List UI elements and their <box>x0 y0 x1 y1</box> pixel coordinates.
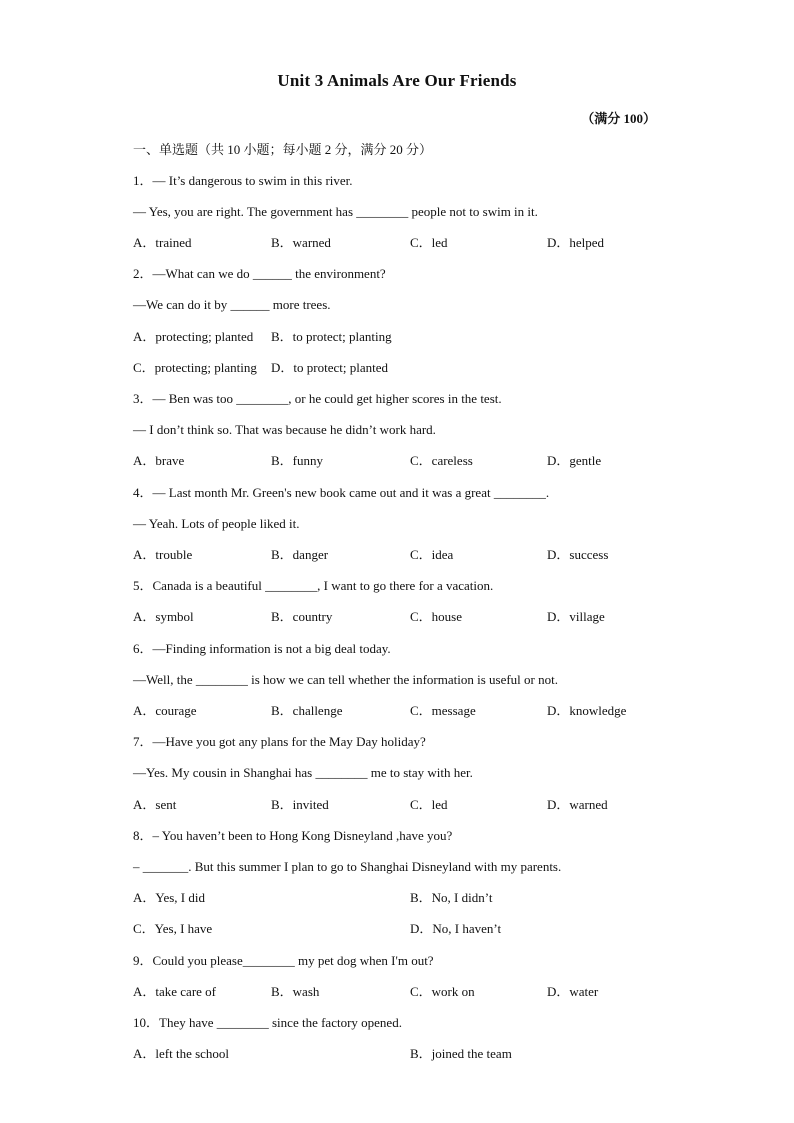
option-c[interactable]: C．message <box>410 703 476 718</box>
page-title: Unit 3 Animals Are Our Friends <box>277 71 517 90</box>
option-b[interactable]: B．danger <box>271 547 329 562</box>
option-a[interactable]: A．left the school <box>133 1046 230 1061</box>
option-c[interactable]: C．house <box>410 609 463 624</box>
question-7-stem: 7．—Have you got any plans for the May Day holiday? <box>133 734 426 749</box>
question-4-stem: 4．— Last month Mr. Green's new book came out and it was a great ________. <box>133 485 550 500</box>
option-d[interactable]: D．village <box>547 609 605 624</box>
option-b[interactable]: B．country <box>271 609 333 624</box>
option-a[interactable]: A．Yes, I did <box>133 890 205 905</box>
question-1-stem: 1．— It’s dangerous to swim in this river. <box>133 173 353 188</box>
option-a[interactable]: A．trained <box>133 235 192 250</box>
option-b[interactable]: B．wash <box>271 984 320 999</box>
option-c[interactable]: C．led <box>410 797 448 812</box>
option-d[interactable]: D．success <box>547 547 609 562</box>
question-1-stem-2: — Yes, you are right. The government has ________ people not to swim in it. <box>133 204 538 219</box>
question-2-stem: 2．—What can we do ______ the environment? <box>133 266 386 281</box>
option-c[interactable]: C．careless <box>410 453 473 468</box>
option-d[interactable]: D．gentle <box>547 453 602 468</box>
option-d[interactable]: D．water <box>547 984 599 999</box>
question-3-stem: 3．— Ben was too ________, or he could get higher scores in the test. <box>133 391 502 406</box>
option-d[interactable]: D．helped <box>547 235 605 250</box>
option-d[interactable]: D．to protect; planted <box>271 360 388 375</box>
option-b[interactable]: B．invited <box>271 797 329 812</box>
option-a[interactable]: A．brave <box>133 453 185 468</box>
option-c[interactable]: C．led <box>410 235 448 250</box>
option-c[interactable]: C．protecting; planting <box>133 360 257 375</box>
question-10-stem: 10．They have ________ since the factory opened. <box>133 1015 402 1030</box>
option-d[interactable]: D．warned <box>547 797 608 812</box>
option-a[interactable]: A．sent <box>133 797 177 812</box>
question-6-stem-2: —Well, the ________ is how we can tell whether the information is useful or not. <box>133 672 558 687</box>
option-b[interactable]: B．to protect; planting <box>271 329 392 344</box>
option-b[interactable]: B．No, I didn’t <box>410 890 493 905</box>
option-b[interactable]: B．challenge <box>271 703 343 718</box>
question-7-stem-2: —Yes. My cousin in Shanghai has ________ me to stay with her. <box>133 765 473 780</box>
question-4-stem-2: — Yeah. Lots of people liked it. <box>133 516 300 531</box>
section-heading: 一、单选题（共 10 小题；每小题 2 分，满分 20 分） <box>133 142 433 157</box>
option-b[interactable]: B．joined the team <box>410 1046 512 1061</box>
question-8-stem: 8．– You haven’t been to Hong Kong Disneyland ,have you? <box>133 828 453 843</box>
question-5-stem: 5．Canada is a beautiful ________, I want to go there for a vacation. <box>133 578 494 593</box>
option-d[interactable]: D．No, I haven’t <box>410 921 502 936</box>
option-b[interactable]: B．funny <box>271 453 324 468</box>
option-a[interactable]: A．symbol <box>133 609 194 624</box>
option-d[interactable]: D．knowledge <box>547 703 627 718</box>
option-a[interactable]: A．trouble <box>133 547 193 562</box>
option-c[interactable]: C．idea <box>410 547 454 562</box>
option-a[interactable]: A．courage <box>133 703 197 718</box>
option-c[interactable]: C．Yes, I have <box>133 921 213 936</box>
question-9-stem: 9．Could you please________ my pet dog when I'm out? <box>133 953 434 968</box>
question-6-stem: 6．—Finding information is not a big deal today. <box>133 641 391 656</box>
question-2-stem-2: —We can do it by ______ more trees. <box>133 297 331 312</box>
option-c[interactable]: C．work on <box>410 984 475 999</box>
question-3-stem-2: — I don’t think so. That was because he didn’t work hard. <box>133 422 436 437</box>
score-label: （满分 100） <box>581 111 656 126</box>
question-8-stem-2: – _______. But this summer I plan to go to Shanghai Disneyland with my parents. <box>133 859 562 874</box>
option-a[interactable]: A．protecting; planted <box>133 329 254 344</box>
option-a[interactable]: A．take care of <box>133 984 217 999</box>
option-b[interactable]: B．warned <box>271 235 331 250</box>
